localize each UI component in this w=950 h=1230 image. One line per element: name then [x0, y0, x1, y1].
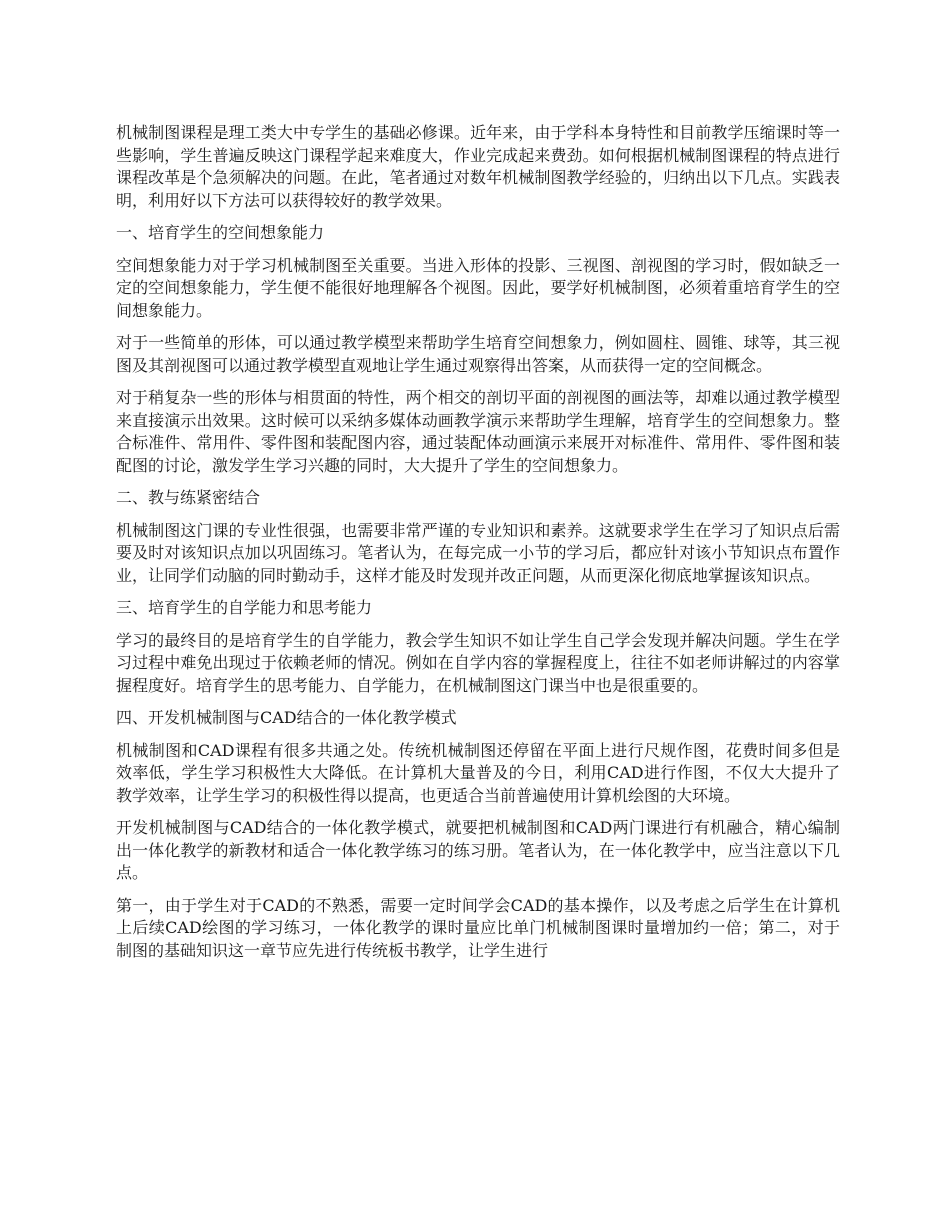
section-4-paragraph-1: 机械制图和CAD课程有很多共通之处。传统机械制图还停留在平面上进行尺规作图，花费时间多但是效率低，学生学习积极性大大降低。在计算机大量普及的今日，利用CAD进行作图，不仅大大提升了教学效率，让学生学习的积极性得以提高，也更适合当前普遍使用计算机绘图的大环境。 — [116, 740, 840, 805]
document-body — [116, 122, 840, 972]
section-heading-4: 四、开发机械制图与CAD结合的一体化教学模式 — [116, 708, 457, 727]
section-4-paragraph-3: 第一，由于学生对于CAD的不熟悉，需要一定时间学会CAD的基本操作，以及考虑之后学生在计算机上后续CAD绘图的学习练习，一体化教学的课时量应比单门机械制图课时量增加约一倍；第二，对于制图的基础知识这一章节应先进行传统板书教学，让学生进行 — [116, 895, 840, 960]
section-heading-1: 一、培育学生的空间想象能力 — [116, 223, 325, 242]
section-4-paragraph-2: 开发机械制图与CAD结合的一体化教学模式，就要把机械制图和CAD两门课进行有机融合，精心编制出一体化教学的新教材和适合一体化教学练习的练习册。笔者认为，在一体化教学中，应当注意以下几点。 — [116, 818, 840, 882]
section-3-paragraph-1: 学习的最终目的是培育学生的自学能力，教会学生知识不如让学生自己学会发现并解决问题。学生在学习过程中难免出现过于依赖老师的情况。例如在自学内容的掌握程度上，往往不如老师讲解过的内容掌握程度好。培育学生的思考能力、自学能力，在机械制图这门课当中也是很重要的。 — [116, 630, 840, 695]
section-1-paragraph-2: 对于一些简单的形体，可以通过教学模型来帮助学生培育空间想象力，例如圆柱、圆锥、球等，其三视图及其剖视图可以通过教学模型直观地让学生通过观察得出答案，从而获得一定的空间概念。 — [116, 333, 840, 375]
section-heading-3: 三、培育学生的自学能力和思考能力 — [116, 598, 373, 617]
section-heading-2: 二、教与练紧密结合 — [116, 488, 261, 507]
section-2-paragraph-1: 机械制图这门课的专业性很强，也需要非常严谨的专业知识和素养。这就要求学生在学习了知识点后需要及时对该知识点加以巩固练习。笔者认为，在每完成一小节的学习后，都应针对该小节知识点布置作业，让同学们动脑的同时勤动手，这样才能及时发现并改正问题，从而更深化彻底地掌握该知识点。 — [116, 520, 840, 585]
intro-paragraph: 机械制图课程是理工类大中专学生的基础必修课。近年来，由于学科本身特性和目前教学压缩课时等一些影响，学生普遍反映这门课程学起来难度大，作业完成起来费劲。如何根据机械制图课程的特点进行课程改革是个急须解决的问题。在此，笔者通过对数年机械制图教学经验的，归纳出以下几点。实践表明，利用好以下方法可以获得较好的教学效果。 — [116, 123, 840, 210]
section-1-paragraph-1: 空间想象能力对于学习机械制图至关重要。当进入形体的投影、三视图、剖视图的学习时，假如缺乏一定的空间想象能力，学生便不能很好地理解各个视图。因此，要学好机械制图，必须着重培育学生的空间想象能力。 — [116, 255, 840, 320]
section-1-paragraph-3: 对于稍复杂一些的形体与相贯面的特性，两个相交的剖切平面的剖视图的画法等，却难以通过教学模型来直接演示出效果。这时候可以采纳多媒体动画教学演示来帮助学生理解，培育学生的空间想象力。整合标准件、常用件、零件图和装配图内容，通过装配体动画演示来展开对标准件、常用件、零件图和装配图的讨论，激发学生学习兴趣的同时，大大提升了学生的空间想象力。 — [116, 388, 840, 475]
